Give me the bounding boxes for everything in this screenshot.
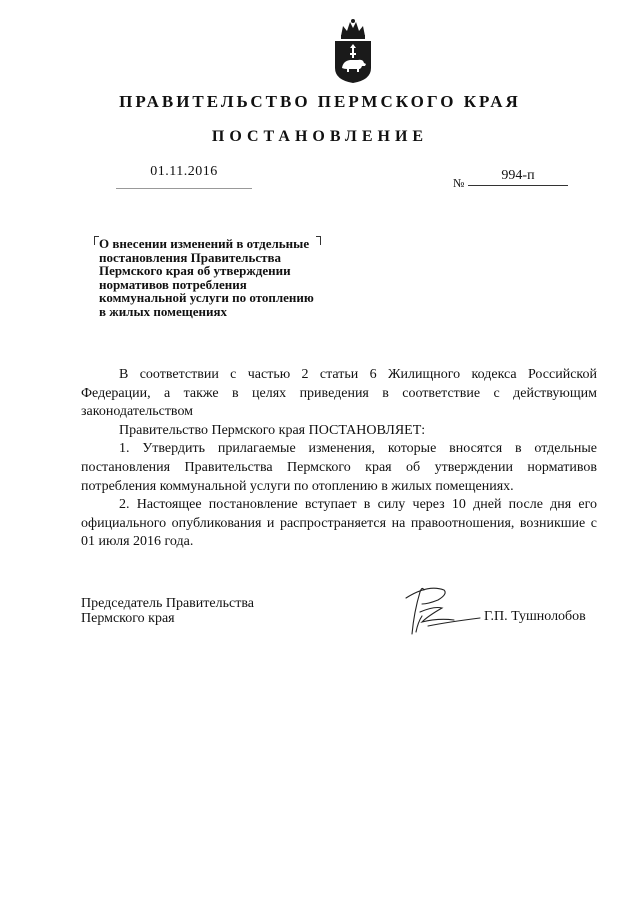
subject-line: Пермского края об утверждении xyxy=(99,263,291,279)
signatory-title-line: Председатель Правительства xyxy=(81,596,254,611)
number-sign: № xyxy=(453,176,465,190)
subject-line: в жилых помещениях xyxy=(99,303,228,319)
signatory-title-line: Пермского края xyxy=(81,610,175,626)
subject-line: О внесении изменений в отдельные xyxy=(99,236,310,251)
body-paragraph: В соответствии с частью 2 статьи 6 Жилищного кодекса Российской Федерации, а также в целях приведения в соответствие с действующим законодательством xyxy=(81,367,597,420)
signatory-name: Г.П. Тушнолобов xyxy=(484,609,586,624)
body-paragraph: Правительство Пермского края ПОСТАНОВЛЯЕТ: xyxy=(119,422,426,438)
document-type: ПОСТАНОВЛЕНИЕ xyxy=(211,128,429,145)
body-paragraph: 1. Утвердить прилагаемые изменения, которые вносятся в отдельные постановления Правительства Пермского края об утверждении нормативов потребления коммунальной услуги по отоплению в жилых помещениях. xyxy=(81,441,597,494)
document-date: 01.11.2016 xyxy=(150,164,218,179)
government-title: ПРАВИТЕЛЬСТВО ПЕРМСКОГО КРАЯ xyxy=(119,92,521,111)
document-body xyxy=(81,366,597,552)
subject-line: коммунальной услуги по отоплению xyxy=(99,290,314,306)
coat-of-arms-icon xyxy=(331,18,375,84)
signatory-title xyxy=(81,597,254,626)
subject-line: нормативов потребления xyxy=(99,276,247,292)
subject-line: постановления Правительства xyxy=(99,249,281,265)
body-paragraph: 2. Настоящее постановление вступает в силу через 10 дней после дня его официального опубликования и распространяется на правоотношения, возникшие с 01 июля 2016 года. xyxy=(81,497,597,550)
document-number: 994-п xyxy=(468,168,568,186)
date-underline xyxy=(116,188,252,189)
handwritten-signature xyxy=(398,582,482,638)
document-subject xyxy=(99,237,369,319)
